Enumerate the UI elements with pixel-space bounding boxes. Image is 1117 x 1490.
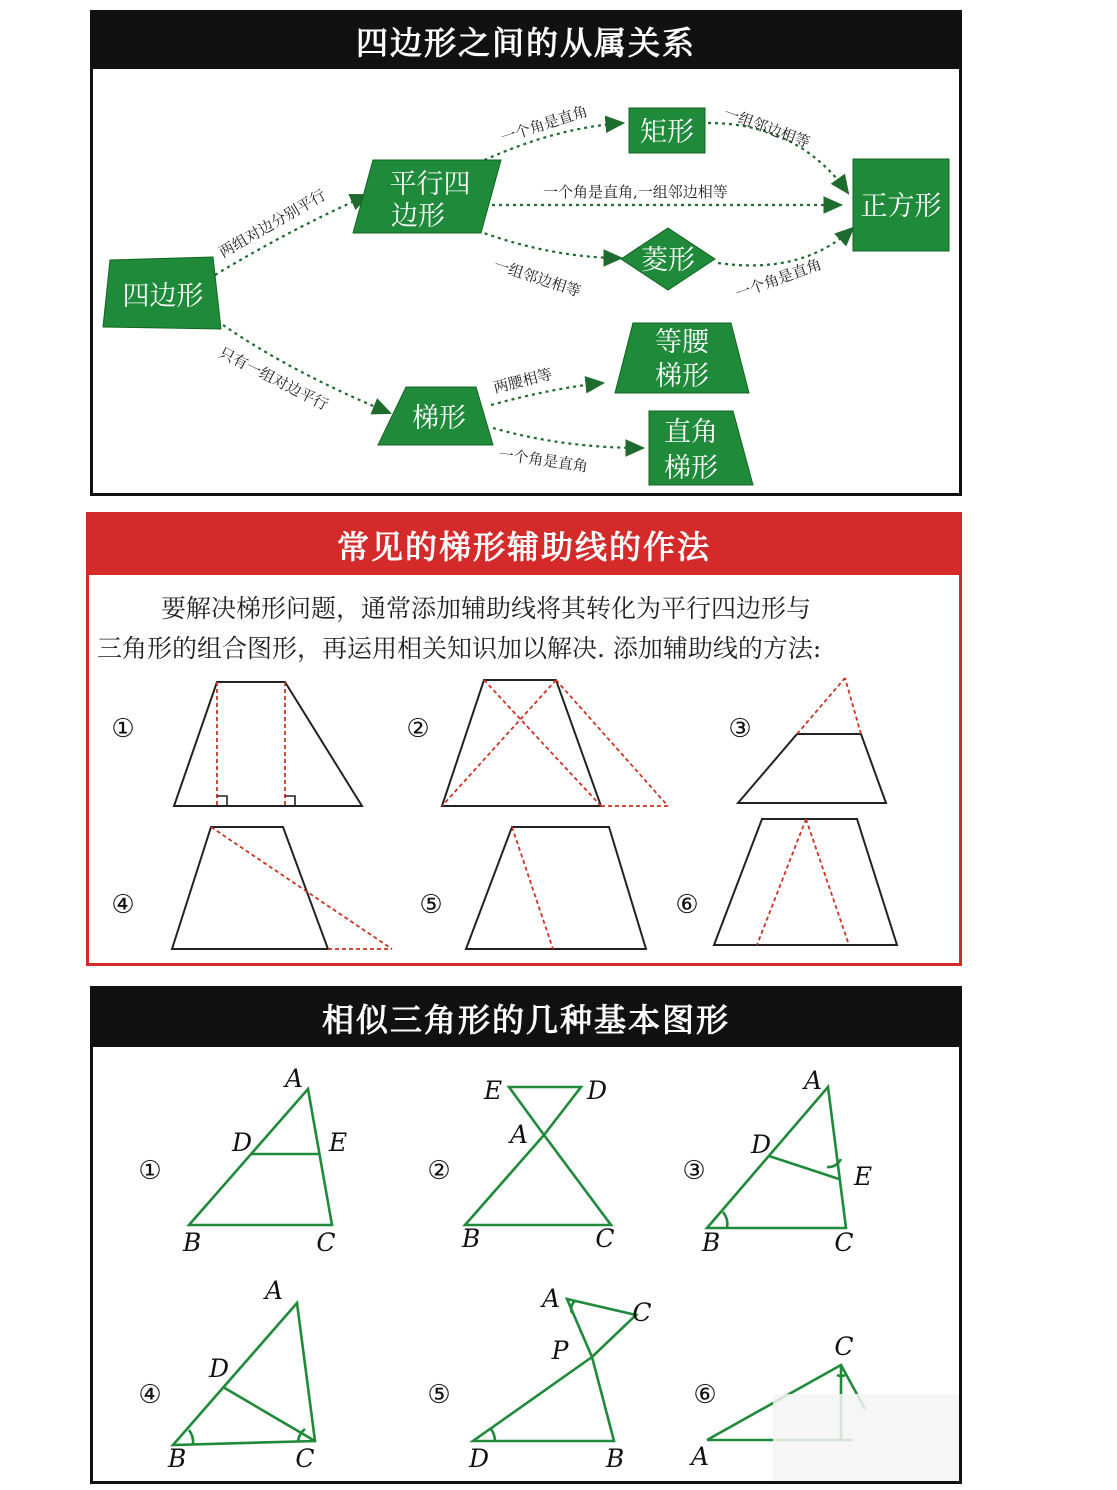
sim-fig-label-5: ⑤ (427, 1380, 451, 1410)
edge-label-para-rhombus: 一组邻边相等 (491, 255, 583, 301)
fig2-C: C (595, 1224, 615, 1253)
edge-para-rhombus (478, 231, 621, 258)
fig5-A: A (541, 1284, 561, 1313)
edge-label-trap-right: 一个角是直角 (497, 445, 590, 476)
edge-trap-right (493, 428, 643, 448)
node-rect: 矩形 (640, 117, 694, 148)
fig6-C: C (834, 1332, 854, 1361)
fig2-B: B (461, 1224, 481, 1253)
fig5-C: C (632, 1298, 652, 1327)
sim-fig-label-4: ④ (138, 1380, 162, 1410)
fig4-B: B (167, 1444, 187, 1473)
sim-fig-2 (465, 1135, 611, 1225)
trap-fig-3 (738, 734, 886, 803)
intro-line-2: 三角形的组合图形，再运用相关知识加以解决. 添加辅助线的方法: (97, 634, 822, 663)
hierarchy-title: 四边形之间的从属关系 (93, 13, 959, 69)
fig5-D: D (468, 1444, 490, 1473)
similar-figures (93, 989, 959, 1481)
fig2-D: D (586, 1076, 608, 1105)
fig1-D: D (231, 1128, 253, 1157)
sim-fig-label-2: ② (427, 1156, 451, 1186)
edge-rhombus-square (718, 228, 853, 265)
node-para-2: 边形 (391, 201, 445, 232)
sim-fig-4 (173, 1303, 315, 1445)
sim-fig-label-6: ⑥ (693, 1380, 717, 1410)
fig1-C: C (316, 1228, 336, 1257)
edge-label-quad-para: 两组对边分别平行 (216, 185, 329, 262)
trapezoid-title: 常见的梯形辅助线的作法 (89, 515, 959, 575)
node-iso-1: 等腰 (655, 327, 709, 358)
fig4-D: D (208, 1354, 230, 1383)
fig6-A: A (690, 1442, 710, 1471)
hierarchy-diagram (93, 13, 959, 493)
node-trap: 梯形 (412, 403, 466, 434)
intro-line-1: 要解决梯形问题，通常添加辅助线将其转化为平行四边形与 (161, 594, 812, 623)
fig5-P: P (551, 1336, 569, 1365)
hierarchy-panel (90, 10, 962, 496)
trap-fig-label-3: ③ (728, 714, 752, 744)
edge-label-rhombus-square: 一个角是直角 (733, 255, 824, 303)
trap-fig-6 (714, 819, 897, 945)
fig4-A: A (264, 1276, 284, 1305)
node-quad: 四边形 (122, 281, 204, 312)
sim-fig-5 (473, 1357, 614, 1441)
trap-fig-1 (174, 682, 362, 806)
node-square: 正方形 (860, 191, 942, 222)
trap-fig-label-6: ⑥ (675, 890, 699, 920)
fig3-A: A (803, 1066, 823, 1095)
node-right-1: 直角 (664, 417, 718, 448)
trap-fig-2 (442, 680, 601, 806)
fig3-B: B (701, 1228, 721, 1257)
edge-label-para-square: 一个角是直角,一组邻边相等 (543, 183, 728, 201)
sim-fig-label-3: ③ (682, 1156, 706, 1186)
node-right-2: 梯形 (664, 453, 718, 484)
sim-fig-1 (189, 1089, 332, 1225)
fig5-B: B (605, 1444, 625, 1473)
trap-fig-5 (466, 827, 646, 949)
edge-label-trap-iso: 两腰相等 (491, 364, 555, 397)
blur-overlay (773, 1394, 959, 1481)
fig2-A: A (509, 1120, 529, 1149)
similar-panel (90, 986, 962, 1484)
trap-fig-4 (172, 827, 328, 949)
edge-label-quad-trap: 只有一组对边平行 (216, 343, 332, 415)
fig3-E: E (853, 1162, 873, 1191)
trap-fig-label-2: ② (406, 714, 430, 744)
fig1-B: B (182, 1228, 202, 1257)
edge-label-para-rect: 一个角是直角 (498, 101, 590, 147)
trap-fig-label-1: ① (111, 714, 135, 744)
fig4-C: C (295, 1444, 315, 1473)
fig2-E: E (483, 1076, 503, 1105)
trap-fig-label-4: ④ (111, 890, 135, 920)
fig1-E: E (328, 1128, 348, 1157)
fig3-D: D (750, 1130, 772, 1159)
trap-fig-label-5: ⑤ (419, 890, 443, 920)
node-para-1: 平行四 (389, 169, 471, 200)
node-iso-2: 梯形 (655, 361, 709, 392)
fig1-A: A (284, 1064, 304, 1093)
sim-fig-label-1: ① (138, 1156, 162, 1186)
node-rhombus: 菱形 (641, 245, 695, 276)
edge-label-rect-square: 一组邻边相等 (721, 103, 813, 152)
fig3-C: C (834, 1228, 854, 1257)
trapezoid-panel (86, 512, 962, 966)
trapezoid-figures (89, 515, 959, 963)
similar-title: 相似三角形的几种基本图形 (93, 989, 959, 1047)
